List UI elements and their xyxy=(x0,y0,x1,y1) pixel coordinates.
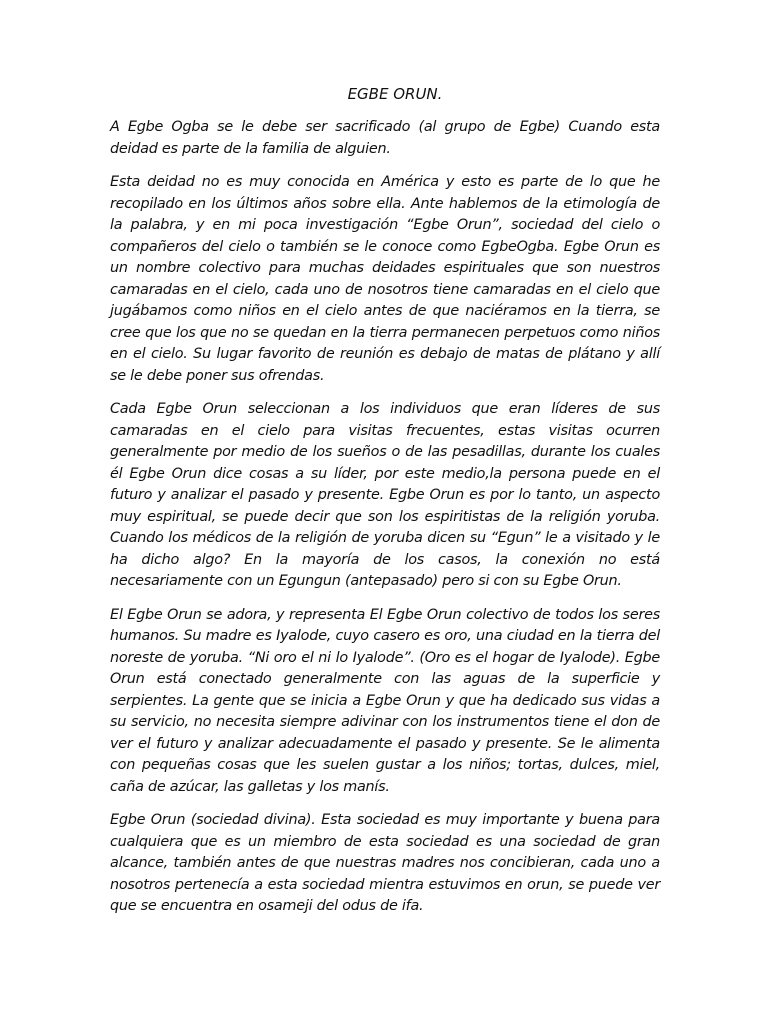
paragraph-1: A Egbe Ogba se le debe ser sacrificado (al grupo de Egbe) Cuando esta deidad es parte de la familia de alguien. xyxy=(110,119,660,157)
page-title: EGBE ORUN. xyxy=(347,85,443,103)
paragraph-2: Esta deidad no es muy conocida en América y esto es parte de lo que he recopilado en los últimos años sobre ella. Ante hablemos de la etimología de la palabra, y en mi poca investigación “Egbe Orun”, sociedad del cielo o compañeros del cielo o también se le conoce como EgbeOgba. Egbe Orun es un nombre colectivo para muchas deidades espirituales que son nuestros camaradas en el cielo, cada uno de nosotros tiene camaradas en el cielo que jugábamos como niños en el cielo antes de que naciéramos en la tierra, se cree que los que no se quedan en la tierra permanecen perpetuos como niños en el cielo. Su lugar favorito de reunión es debajo de matas de plátano y allí se le debe poner sus ofrendas. xyxy=(110,174,660,384)
paragraph-5: Egbe Orun (sociedad divina). Esta sociedad es muy importante y buena para cualquiera que es un miembro de esta sociedad es una sociedad de gran alcance, también antes de que nuestras madres nos concibieran, cada uno a nosotros pertenecía a esta sociedad mientra estuvimos en orun, se puede ver que se encuentra en osameji del odus de ifa. xyxy=(110,812,660,914)
paragraph-4: El Egbe Orun se adora, y representa El Egbe Orun colectivo de todos los seres humanos. Su madre es Iyalode, cuyo casero es oro, una ciudad en la tierra del noreste de yoruba. “Ni oro el ni lo Iyalode”. (Oro es el hogar de Iyalode). Egbe Orun está conectado generalmente con las aguas de la superficie y serpientes. La gente que se inicia a Egbe Orun y que ha dedicado sus vidas a su servicio, no necesita siempre adivinar con los instrumentos tiene el don de ver el futuro y analizar adecuadamente el pasado y presente. Se le alimenta con pequeñas cosas que les suelen gustar a los niños; tortas, dulces, miel, caña de azúcar, las galletas y los manís. xyxy=(110,606,660,795)
paragraph-3: Cada Egbe Orun seleccionan a los individuos que eran líderes de sus camaradas en el cielo para visitas frecuentes, estas visitas ocurren generalmente por medio de los sueños o de las pesadillas, durante los cuales él Egbe Orun dice cosas a su líder, por este medio,la persona puede en el futuro y analizar el pasado y presente. Egbe Orun es por lo tanto, un aspecto muy espiritual, se puede decir que son los espiritistas de la religión yoruba. Cuando los médicos de la religión de yoruba dicen su “Egun” le a visitado y le ha dicho algo? En la mayoría de los casos, la conexión no está necesariamente con un Egungun (antepasado) pero si con su Egbe Orun. xyxy=(110,401,660,589)
document-page xyxy=(110,84,660,930)
